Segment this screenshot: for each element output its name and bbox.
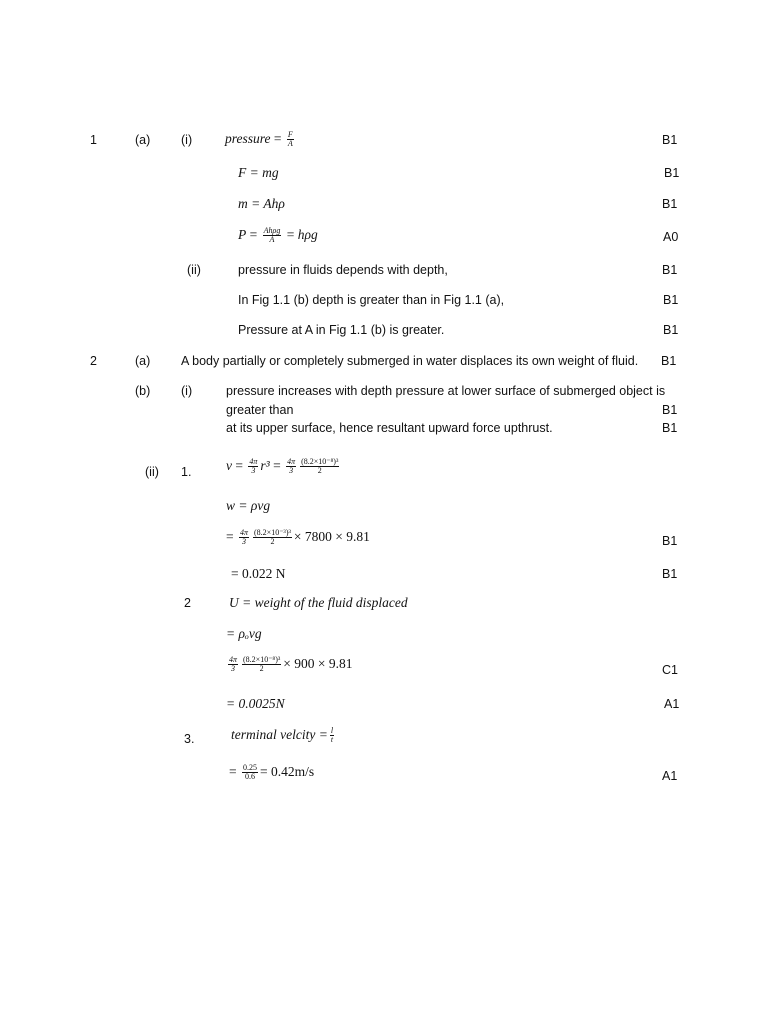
volume-equation: v = $\frac{4\pi}{3}$ r³ = $\frac{4\pi}{3}$ $\frac{\text{(8.2×10⁻⁸)³}}{2}$ (226, 457, 339, 476)
upthrust-formula: = ρₒvg (226, 626, 262, 641)
mark: B1 (662, 197, 678, 211)
step-number: 3. (184, 732, 195, 746)
mark: B1 (662, 534, 678, 548)
pressure-result-equation: P = $\frac{\text{Ahρg}}{A}$ = hρg (238, 226, 318, 245)
answer-text: Pressure at A in Fig 1.1 (b) is greater. (238, 323, 445, 337)
mark: A0 (663, 230, 679, 244)
mark: B1 (662, 403, 678, 417)
terminal-velocity-equation: terminal velcity = $\frac{l}{t}$ (231, 726, 334, 745)
subpart-label: (ii) (145, 465, 159, 479)
answer-text: greater than (226, 403, 294, 417)
mark: B1 (663, 323, 679, 337)
force-equation: F = mg (238, 165, 279, 180)
upthrust-equation: U = weight of the fluid displaced (229, 595, 408, 610)
part-label: (a) (135, 133, 151, 147)
pressure-equation: pressure = $\frac{F}{A}$ (225, 130, 293, 149)
mark: B1 (662, 133, 678, 147)
mark: C1 (662, 663, 678, 677)
answer-text: pressure in fluids depends with depth, (238, 263, 448, 277)
terminal-velocity-result: = $\frac{0.25}{0.6}$ = 0.42m/s (229, 763, 315, 782)
step-number: 1. (181, 465, 192, 479)
mark: B1 (663, 293, 679, 307)
answer-text: pressure increases with depth pressure at lower surface of submerged object is (226, 384, 666, 398)
weight-equation: w = ρvg (226, 498, 271, 513)
mark: B1 (662, 263, 678, 277)
mark: B1 (661, 354, 677, 368)
upthrust-result: = 0.0025N (226, 696, 285, 711)
answer-text: A body partially or completely submerged in water displaces its own weight of fluid. (181, 354, 639, 368)
subpart-label: (i) (181, 133, 193, 147)
subpart-label: (i) (181, 384, 193, 398)
answer-text: In Fig 1.1 (b) depth is greater than in Fig 1.1 (a), (238, 293, 505, 307)
subpart-label: (ii) (187, 263, 201, 277)
mark: B1 (662, 567, 678, 581)
part-label: (a) (135, 354, 151, 368)
upthrust-substitution: $\frac{4\pi}{3}$ $\frac{\text{(8.2×10⁻⁸)³}}{2}$ × 900 × 9.81 (229, 655, 353, 674)
weight-substitution: = $\frac{4\pi}{3}$ $\frac{\text{(8.2×10⁻³)³}}{2}$ × 7800 × 9.81 (226, 528, 370, 547)
mark: B1 (664, 166, 680, 180)
mark: A1 (664, 697, 680, 711)
step-number: 2 (184, 596, 191, 610)
mass-equation: m = Ahρ (238, 196, 285, 211)
mark: A1 (662, 769, 678, 783)
part-label: (b) (135, 384, 151, 398)
weight-result: = 0.022 N (231, 566, 286, 581)
question-number: 2 (90, 354, 97, 368)
mark: B1 (662, 421, 678, 435)
question-number: 1 (90, 133, 97, 147)
answer-text: at its upper surface, hence resultant upward force upthrust. (226, 421, 553, 435)
